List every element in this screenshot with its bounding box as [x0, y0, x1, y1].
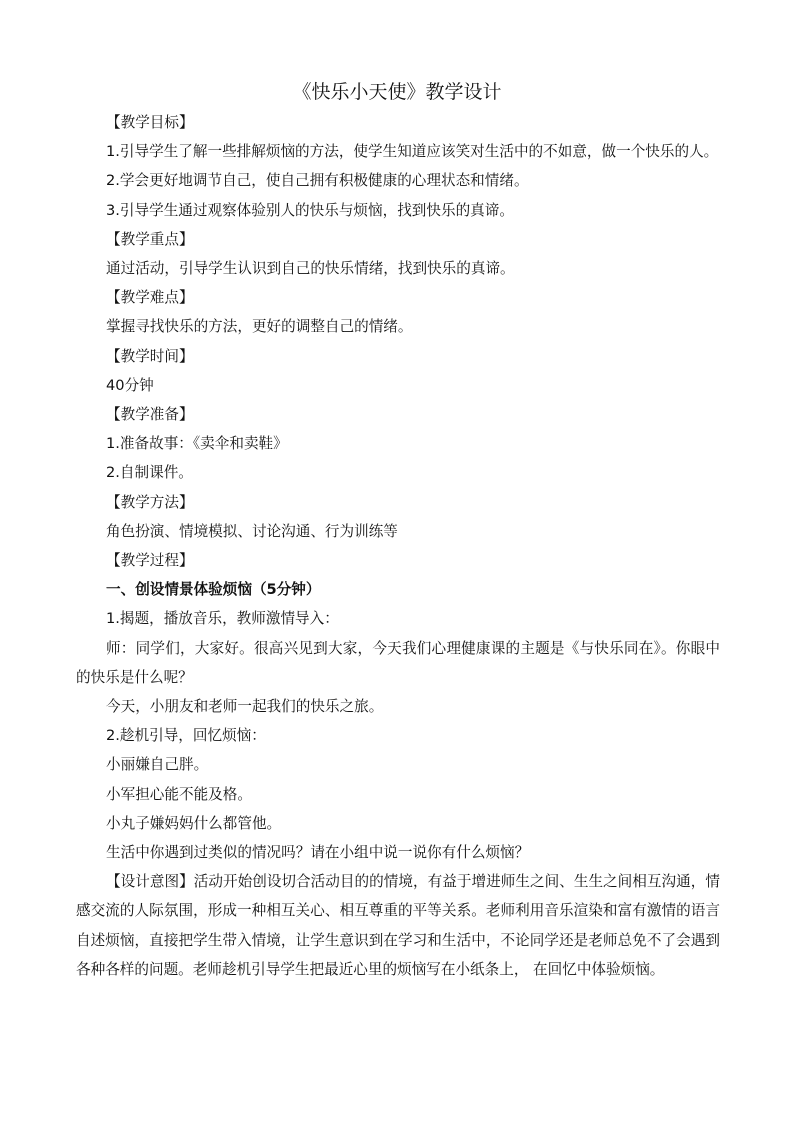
question-text: 生活中你遇到过类似的情况吗？请在小组中说一说你有什么烦恼？	[106, 844, 530, 862]
section-1-heading: 一、创设情景体验烦恼（5分钟）	[106, 581, 321, 599]
key-points-heading: 【教学重点】	[106, 230, 194, 248]
key-points-text: 通过活动，引导学生认识到自己的快乐情绪，找到快乐的真谛。	[106, 260, 515, 278]
difficulties-heading: 【教学难点】	[106, 289, 194, 307]
preparation-1: 1.准备故事：《卖伞和卖鞋》	[106, 435, 288, 453]
objective-3: 3.引导学生通过观察体验别人的快乐与烦恼，找到快乐的真谛。	[106, 201, 514, 219]
step-1: 1.揭题，播放音乐，教师激情导入：	[106, 610, 339, 628]
time-heading: 【教学时间】	[106, 347, 194, 365]
document-title: 《快乐小天使》教学设计	[292, 81, 502, 103]
methods-text: 角色扮演、情境模拟、讨论沟通、行为训练等	[106, 522, 398, 540]
objectives-heading: 【教学目标】	[106, 114, 194, 131]
today-text: 今天，小朋友和老师一起我们的快乐之旅。	[106, 698, 384, 716]
example-2: 小军担心能不能及格。	[106, 785, 252, 803]
process-heading: 【教学过程】	[106, 552, 194, 570]
example-3: 小丸子嫌妈妈什么都管他。	[106, 814, 282, 832]
teacher-speech: 师：同学们，大家好。很高兴见到大家，今天我们心理健康课的主题是《与快乐同在》。你眼中的快乐是什么呢？	[76, 639, 720, 686]
example-1: 小丽嫌自己胖。	[106, 756, 209, 774]
objective-1: 1.引导学生了解一些排解烦恼的方法，使学生知道应该笑对生活中的不如意，做一个快乐的人。	[106, 143, 719, 161]
time-text: 40分钟	[106, 376, 154, 394]
step-2: 2.趁机引导，回忆烦恼：	[106, 727, 266, 745]
document-body	[76, 108, 720, 984]
design-intent: 【设计意图】活动开始创设切合活动目的的情境，有益于增进师生之间、生生之间相互沟通，情感交流的人际氛围，形成一种相互关心、相互尊重的平等关系。老师利用音乐渲染和富有激情的语言自述烦恼，直接把学生带入情境，让学生意识到在学习和生活中，不论同学还是老师总免不了会遇到各种各样的问题。老师趁机引导学生把最近心里的烦恼写在小纸条上， 在回忆中体验烦恼。	[76, 873, 720, 978]
methods-heading: 【教学方法】	[106, 493, 194, 511]
objective-2: 2.学会更好地调节自己，使自己拥有积极健康的心理状态和情绪。	[106, 172, 529, 190]
preparation-heading: 【教学准备】	[106, 406, 194, 424]
difficulties-text: 掌握寻找快乐的方法，更好的调整自己的情绪。	[106, 318, 413, 336]
preparation-2: 2.自制课件。	[106, 464, 193, 482]
